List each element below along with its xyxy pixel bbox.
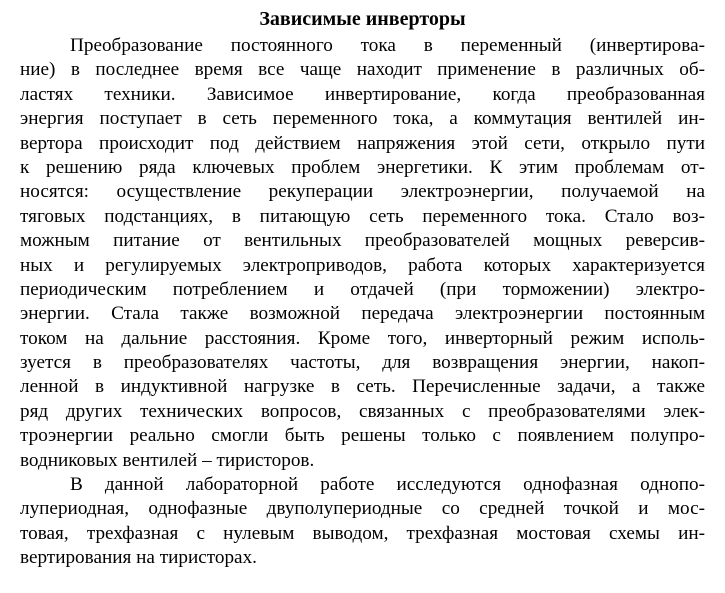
paragraph-line: В данной лабораторной работе исследуются однофазная однопо- — [70, 474, 705, 496]
paragraph-line: ние) в последнее время все чаще находит применение в различных об- — [20, 59, 705, 81]
paragraph-2 — [20, 473, 705, 571]
paragraph-line: ленной в индуктивной нагрузке в сеть. Перечисленные задачи, а также — [20, 376, 705, 398]
paragraph-line: к решению ряда ключевых проблем энергетики. К этим проблемам от- — [20, 156, 705, 178]
paragraph-line: энергия поступает в сеть переменного тока, а коммутация вентилей ин- — [20, 108, 705, 130]
paragraph-line: водниковых вентилей – тиристоров. — [20, 449, 315, 471]
paragraph-line: лупериодная, однофазные двуполупериодные со средней точкой и мос- — [20, 498, 705, 520]
document-page — [20, 4, 705, 571]
paragraph-line: троэнергии реально смогли быть решены только с появлением полупро- — [20, 425, 705, 447]
document-title: Зависимые инверторы — [259, 8, 466, 30]
paragraph-1 — [20, 34, 705, 473]
paragraph-line: товая, трехфазная с нулевым выводом, трехфазная мостовая схемы ин- — [20, 522, 705, 544]
paragraph-line: током на дальние расстояния. Кроме того, инверторный режим исполь- — [20, 327, 705, 349]
paragraph-line: вертора происходит под действием напряжения этой сети, открыло пути — [20, 132, 705, 154]
paragraph-line: периодическим потреблением и отдачей (при торможении) электро- — [20, 278, 705, 300]
paragraph-line: можным питание от вентильных преобразователей мощных реверсив- — [20, 230, 705, 252]
paragraph-line: носятся: осуществление рекуперации электроэнергии, получаемой на — [20, 181, 705, 203]
paragraph-line: Преобразование постоянного тока в переменный (инвертирова- — [70, 35, 705, 56]
paragraph-line: ряд других технических вопросов, связанных с преобразователями элек- — [20, 400, 705, 422]
paragraph-line: вертирования на тиристорах. — [20, 547, 257, 569]
paragraph-line: зуется в преобразователях частоты, для возвращения энергии, накоп- — [20, 352, 705, 374]
paragraph-line: энергии. Стала также возможной передача электроэнергии постоянным — [20, 303, 705, 325]
paragraph-line: тяговых подстанциях, в питающую сеть переменного тока. Стало воз- — [20, 205, 705, 227]
paragraph-line: ластях техники. Зависимое инвертирование, когда преобразованная — [20, 83, 705, 105]
paragraph-line: ных и регулируемых электроприводов, работа которых характеризуется — [20, 254, 705, 276]
